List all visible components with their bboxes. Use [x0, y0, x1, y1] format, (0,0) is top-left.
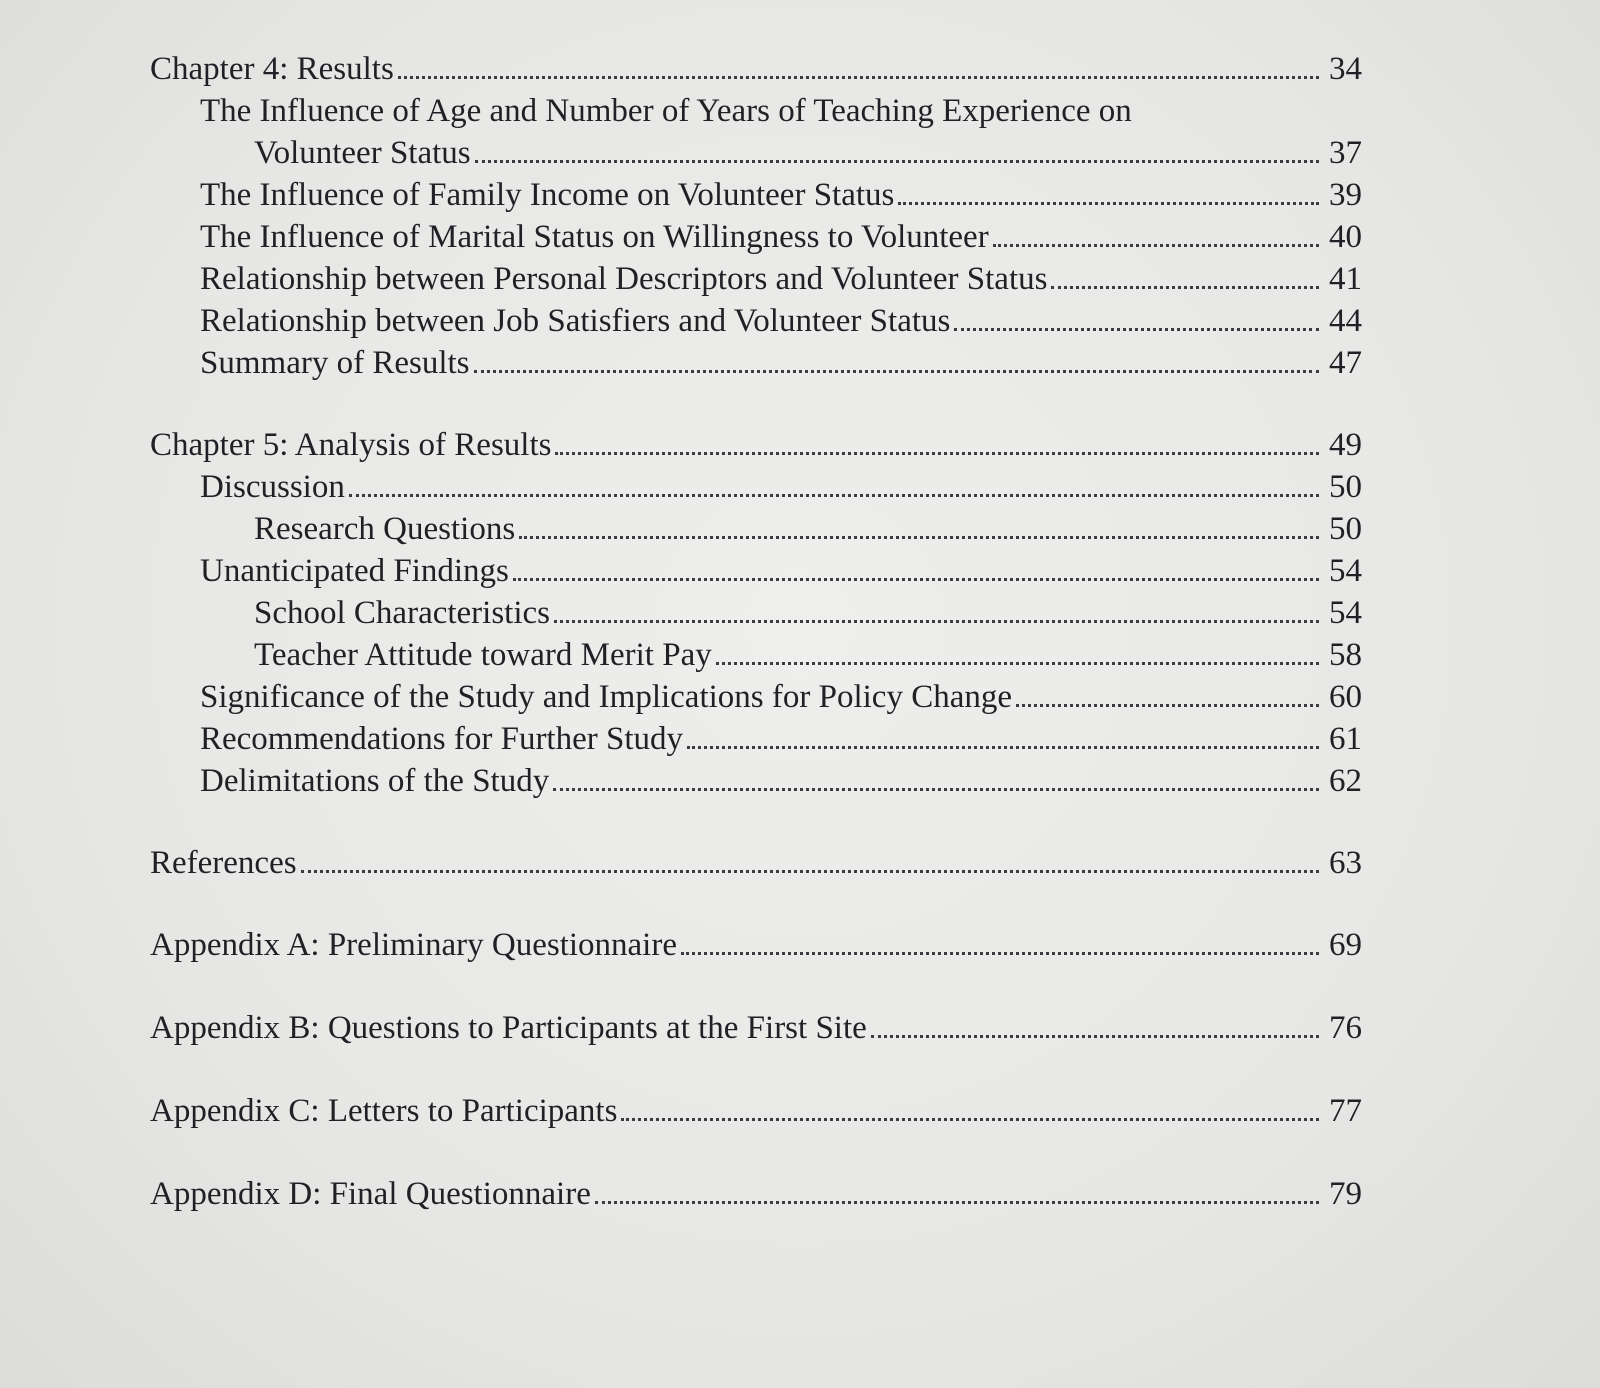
dot-leader [301, 869, 1319, 873]
toc-entry-significance[interactable] [150, 676, 1362, 718]
dot-leader [475, 159, 1319, 163]
dot-leader [954, 327, 1319, 331]
toc-entry-family-income[interactable] [150, 174, 1362, 216]
dot-leader [993, 243, 1319, 247]
toc-entry-references[interactable] [150, 842, 1362, 884]
toc-entry-title: Relationship between Personal Descriptors and Volunteer Status [200, 261, 1048, 297]
toc-entry-title: Teacher Attitude toward Merit Pay [254, 637, 712, 673]
toc-entry-personal-descriptors[interactable] [150, 258, 1362, 300]
toc-entry-marital-status[interactable] [150, 216, 1362, 258]
toc-entry-title: Appendix C: Letters to Participants [150, 1093, 618, 1129]
toc-page-number: 77 [1329, 1093, 1362, 1129]
toc-entry-title: The Influence of Family Income on Volunteer Status [200, 177, 895, 213]
dot-leader [398, 75, 1319, 79]
toc-entry-title: Delimitations of the Study [200, 763, 550, 799]
dot-leader [1016, 703, 1319, 707]
dot-leader [898, 201, 1319, 205]
toc-page-number: 62 [1329, 763, 1362, 799]
toc-page-number: 49 [1329, 427, 1362, 463]
toc-entry-appendix-d[interactable] [150, 1173, 1362, 1215]
toc-entry-delimitations[interactable] [150, 760, 1362, 802]
toc-page-number: 60 [1329, 679, 1362, 715]
toc-entry-job-satisfiers[interactable] [150, 300, 1362, 342]
toc-page-number: 50 [1329, 469, 1362, 505]
dot-leader [621, 1117, 1319, 1121]
dot-leader [716, 661, 1319, 665]
toc-entry-title: Appendix D: Final Questionnaire [150, 1176, 591, 1212]
dot-leader [555, 451, 1319, 455]
toc-page-number: 61 [1329, 721, 1362, 757]
table-of-contents [150, 48, 1362, 1215]
toc-page-number: 47 [1329, 345, 1362, 381]
toc-page-number: 58 [1329, 637, 1362, 673]
toc-page-number: 79 [1329, 1176, 1362, 1212]
toc-page-number: 37 [1329, 135, 1362, 171]
toc-entry-school-characteristics[interactable] [150, 592, 1362, 634]
toc-entry-unanticipated-findings[interactable] [150, 550, 1362, 592]
toc-entry-title: Significance of the Study and Implications for Policy Change [200, 679, 1012, 715]
dot-leader [513, 577, 1319, 581]
toc-entry-title: Appendix B: Questions to Participants at the First Site [150, 1010, 867, 1046]
toc-page-number: 34 [1329, 51, 1362, 87]
toc-entry-teacher-attitude[interactable] [150, 634, 1362, 676]
toc-entry-title: The Influence of Marital Status on Willingness to Volunteer [200, 219, 989, 255]
toc-entry-title: Research Questions [254, 511, 516, 547]
toc-page-number: 50 [1329, 511, 1362, 547]
dot-leader [1051, 285, 1319, 289]
toc-entry-title: Recommendations for Further Study [200, 721, 684, 757]
toc-page-number: 44 [1329, 303, 1362, 339]
toc-entry-recommendations[interactable] [150, 718, 1362, 760]
toc-entry-appendix-b[interactable] [150, 1007, 1362, 1049]
toc-page-number: 54 [1329, 553, 1362, 589]
toc-page-number: 76 [1329, 1010, 1362, 1046]
dot-leader [687, 745, 1319, 749]
toc-entry-title: The Influence of Age and Number of Years of Teaching Experience on [200, 93, 1132, 129]
dot-leader [554, 619, 1319, 623]
toc-entry-title: Appendix A: Preliminary Questionnaire [150, 927, 677, 963]
dot-leader [474, 369, 1320, 373]
toc-entry-chapter-4[interactable] [150, 48, 1362, 90]
toc-entry-title: Discussion [200, 469, 345, 505]
dot-leader [553, 787, 1319, 791]
toc-entry-title: Chapter 5: Analysis of Results [150, 427, 552, 463]
toc-page-number: 63 [1329, 845, 1362, 881]
toc-page-number: 69 [1329, 927, 1362, 963]
toc-page-number: 39 [1329, 177, 1362, 213]
toc-entry-title: Relationship between Job Satisfiers and Volunteer Status [200, 303, 951, 339]
toc-entry-appendix-c[interactable] [150, 1090, 1362, 1132]
toc-entry-title: Volunteer Status [254, 135, 471, 171]
toc-entry-chapter-5[interactable] [150, 424, 1362, 466]
toc-entry-discussion[interactable] [150, 466, 1362, 508]
toc-page-number: 40 [1329, 219, 1362, 255]
toc-page-number: 41 [1329, 261, 1362, 297]
dot-leader [519, 535, 1319, 539]
toc-page-number: 54 [1329, 595, 1362, 631]
dot-leader [871, 1034, 1319, 1038]
toc-entry-age-experience-line1[interactable] [150, 90, 1362, 132]
toc-entry-age-experience[interactable] [150, 132, 1362, 174]
toc-entry-title: References [150, 845, 297, 881]
toc-entry-title: Unanticipated Findings [200, 553, 509, 589]
dot-leader [595, 1200, 1319, 1204]
dot-leader [349, 493, 1319, 497]
toc-entry-title: Summary of Results [200, 345, 470, 381]
toc-entry-title: School Characteristics [254, 595, 551, 631]
dot-leader [681, 951, 1319, 955]
toc-entry-research-questions[interactable] [150, 508, 1362, 550]
toc-entry-summary-of-results[interactable] [150, 342, 1362, 384]
toc-entry-title: Chapter 4: Results [150, 51, 394, 87]
toc-entry-appendix-a[interactable] [150, 924, 1362, 966]
